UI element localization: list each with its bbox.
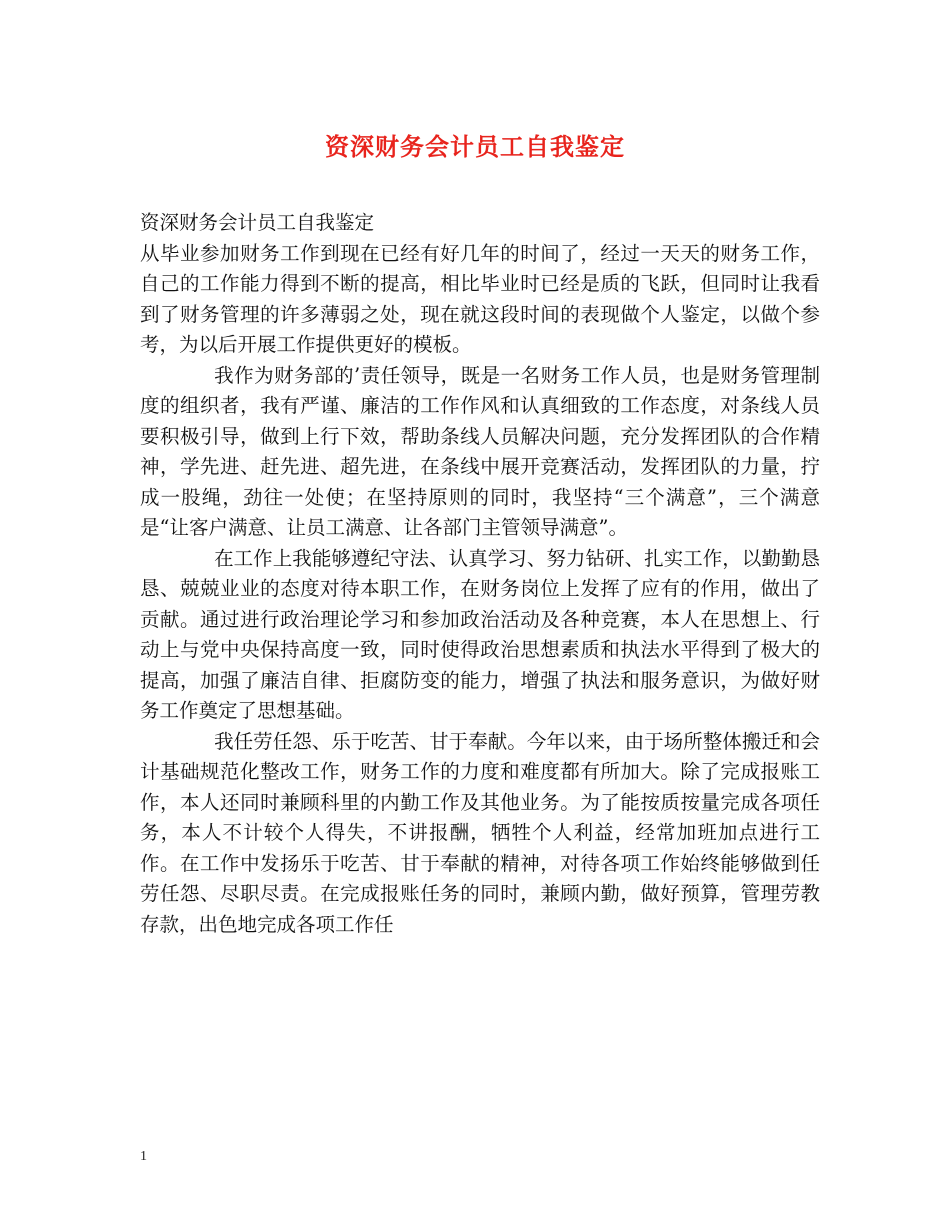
document-body [140, 208, 820, 940]
document-title: 资深财务会计员工自我鉴定 [325, 132, 625, 161]
paragraph-work-attitude: 在工作上我能够遵纪守法、认真学习、努力钻研、扎实工作，以勤勤恳恳、兢兢业业的态度对待本职工作，在财务岗位上发挥了应有的作用，做出了贡献。通过进行政治理论学习和参加政治活动及各种竞赛，本人在思想上、行动上与党中央保持高度一致，同时使得政治思想素质和执法水平得到了极大的提高，加强了廉洁自律、拒腐防变的能力，增强了执法和服务意识，为做好财务工作奠定了思想基础。 [140, 546, 820, 722]
paragraph-dedication: 我任劳任怨、乐于吃苦、甘于奉献。今年以来，由于场所整体搬迁和会计基础规范化整改工作，财务工作的力度和难度都有所加大。除了完成报账工作，本人还同时兼顾科里的内勤工作及其他业务。为了能按质按量完成各项任务，本人不计较个人得失，不讲报酬，牺牲个人利益，经常加班加点进行工作。在工作中发扬乐于吃苦、甘于奉献的精神，对待各项工作始终能够做到任劳任怨、尽职尽责。在完成报账任务的同时，兼顾内勤，做好预算，管理劳教存款，出色地完成各项工作任 [140, 729, 820, 936]
paragraph-responsibility: 我作为财务部的’责任领导，既是一名财务工作人员，也是财务管理制度的组织者，我有严谨、廉洁的工作作风和认真细致的工作态度，对条线人员要积极引导，做到上行下效，帮助条线人员解决问题，充分发挥团队的合作精神，学先进、赶先进、超先进，在条线中展开竞赛活动，发挥团队的力量，拧成一股绳，劲往一处使；在坚持原则的同时，我坚持“三个满意”，三个满意是“让客户满意、让员工满意、让各部门主管领导满意”。 [140, 363, 820, 539]
page-number: 1 [140, 1149, 147, 1164]
paragraph-intro: 从毕业参加财务工作到现在已经有好几年的时间了，经过一天天的财务工作，自己的工作能力得到不断的提高，相比毕业时已经是质的飞跃，但同时让我看到了财务管理的许多薄弱之处，现在就这段时间的表现做个人鉴定，以做个参考，为以后开展工作提供更好的模板。 [140, 241, 820, 356]
paragraph-heading: 资深财务会计员工自我鉴定 [140, 211, 375, 234]
